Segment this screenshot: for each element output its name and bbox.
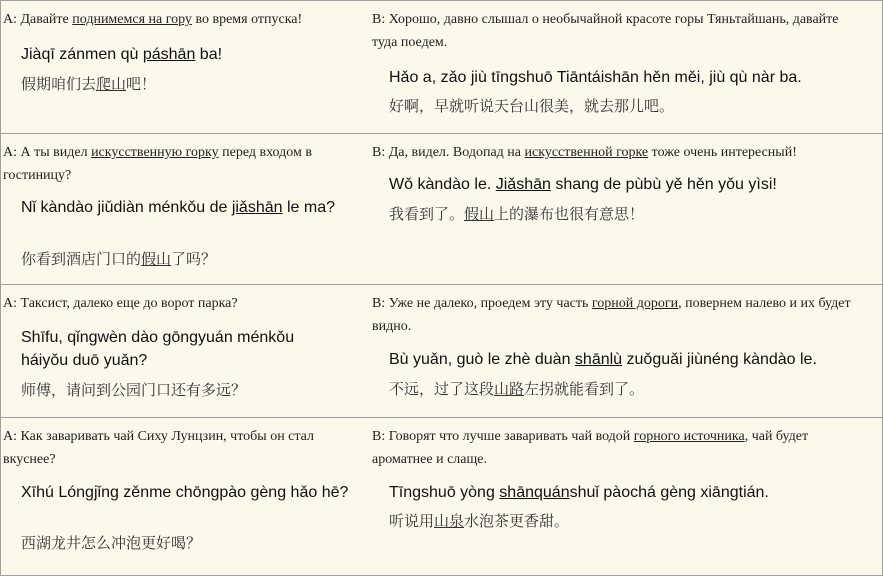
chinese-line: 好啊，早就听说天台山很美，就去那儿吧。 <box>389 97 675 115</box>
speaker-b-cell <box>367 285 882 417</box>
pinyin-line: Shīfu, qǐngwèn dào gōngyuán ménkǒu háiyǒu duō yuǎn? <box>21 329 295 369</box>
highlighted-term: Jiǎshān <box>495 176 551 193</box>
pinyin-line: Hǎo a, zǎo jiù tīngshuō Tiāntáishān hěn měi, jiù qù nàr ba. <box>389 69 802 86</box>
highlighted-term: 假山 <box>464 205 495 223</box>
highlighted-term: искусственной горке <box>524 145 649 160</box>
highlighted-term: shānquán <box>499 484 570 501</box>
highlighted-term: páshān <box>142 46 196 63</box>
highlighted-term: 爬山 <box>96 75 127 93</box>
russian-line: B: Уже не далеко, проедем эту часть горной дороги, повернем налево и их будет видно. <box>372 296 851 334</box>
highlighted-term: поднимемся на гору <box>72 12 192 27</box>
highlighted-term: 山路 <box>494 380 525 398</box>
russian-line: B: Да, видел. Водопад на искусственной горке тоже очень интересный! <box>372 145 797 160</box>
russian-line: B: Хорошо, давно слышал о необычайной красоте горы Тяньтайшань, давайте туда поедем. <box>372 12 839 50</box>
speaker-a-cell <box>1 285 367 417</box>
pinyin-line: Nǐ kàndào jiǔdiàn ménkǒu de jiǎshān le ma? <box>21 199 335 216</box>
chinese-line: 听说用山泉水泡茶更香甜。 <box>389 512 570 530</box>
chinese-line: 不远，过了这段山路左拐就能看到了。 <box>389 380 645 398</box>
speaker-a-cell <box>1 134 367 284</box>
speaker-b-cell <box>367 1 882 133</box>
speaker-b-cell <box>367 418 882 575</box>
chinese-line: 师傅，请问到公园门口还有多远？ <box>21 381 247 399</box>
highlighted-term: jiǎshān <box>231 199 283 216</box>
russian-line: A: Давайте поднимемся на гору во время отпуска! <box>3 12 303 27</box>
dialogue-row <box>1 134 882 285</box>
chinese-line: 你看到酒店门口的假山了吗？ <box>21 250 217 268</box>
dialogue-row <box>1 1 882 134</box>
chinese-line: 我看到了。假山上的瀑布也很有意思！ <box>389 205 645 223</box>
chinese-line: 假期咱们去爬山吧！ <box>21 75 157 93</box>
speaker-a-cell <box>1 418 367 575</box>
highlighted-term: 山泉 <box>434 512 465 530</box>
dialogue-row <box>1 285 882 418</box>
pinyin-line: Wǒ kàndào le. Jiǎshān shang de pùbù yě hěn yǒu yìsi! <box>389 176 777 193</box>
speaker-a-cell <box>1 1 367 133</box>
russian-line: A: Как заваривать чай Сиху Лунцзин, чтобы он стал вкуснее? <box>3 429 315 467</box>
russian-line: A: Таксист, далеко еще до ворот парка? <box>3 296 238 311</box>
pinyin-line: Bù yuǎn, guò le zhè duàn shānlù zuǒguǎi jiùnéng kàndào le. <box>389 351 817 368</box>
highlighted-term: горной дороги <box>591 296 679 311</box>
dialogue-row <box>1 418 882 575</box>
highlighted-term: горного источника <box>633 429 745 444</box>
pinyin-line: Xīhú Lóngjǐng zěnme chōngpào gèng hǎo hē? <box>21 484 349 501</box>
pinyin-line: Tīngshuō yòng shānquánshuǐ pàochá gèng xiāngtián. <box>389 484 769 501</box>
russian-line: A: А ты видел искусственную горку перед входом в гостиницу? <box>3 145 312 183</box>
pinyin-line: Jiàqī zánmen qù páshān ba! <box>21 46 223 63</box>
speaker-b-cell <box>367 134 882 284</box>
highlighted-term: 假山 <box>141 250 172 268</box>
highlighted-term: shānlù <box>574 351 623 368</box>
highlighted-term: искусственную горку <box>91 145 219 160</box>
chinese-line: 西湖龙井怎么冲泡更好喝？ <box>21 534 202 552</box>
russian-line: B: Говорят что лучше заваривать чай водой горного источника, чай будет ароматнее и слаще. <box>372 429 809 467</box>
